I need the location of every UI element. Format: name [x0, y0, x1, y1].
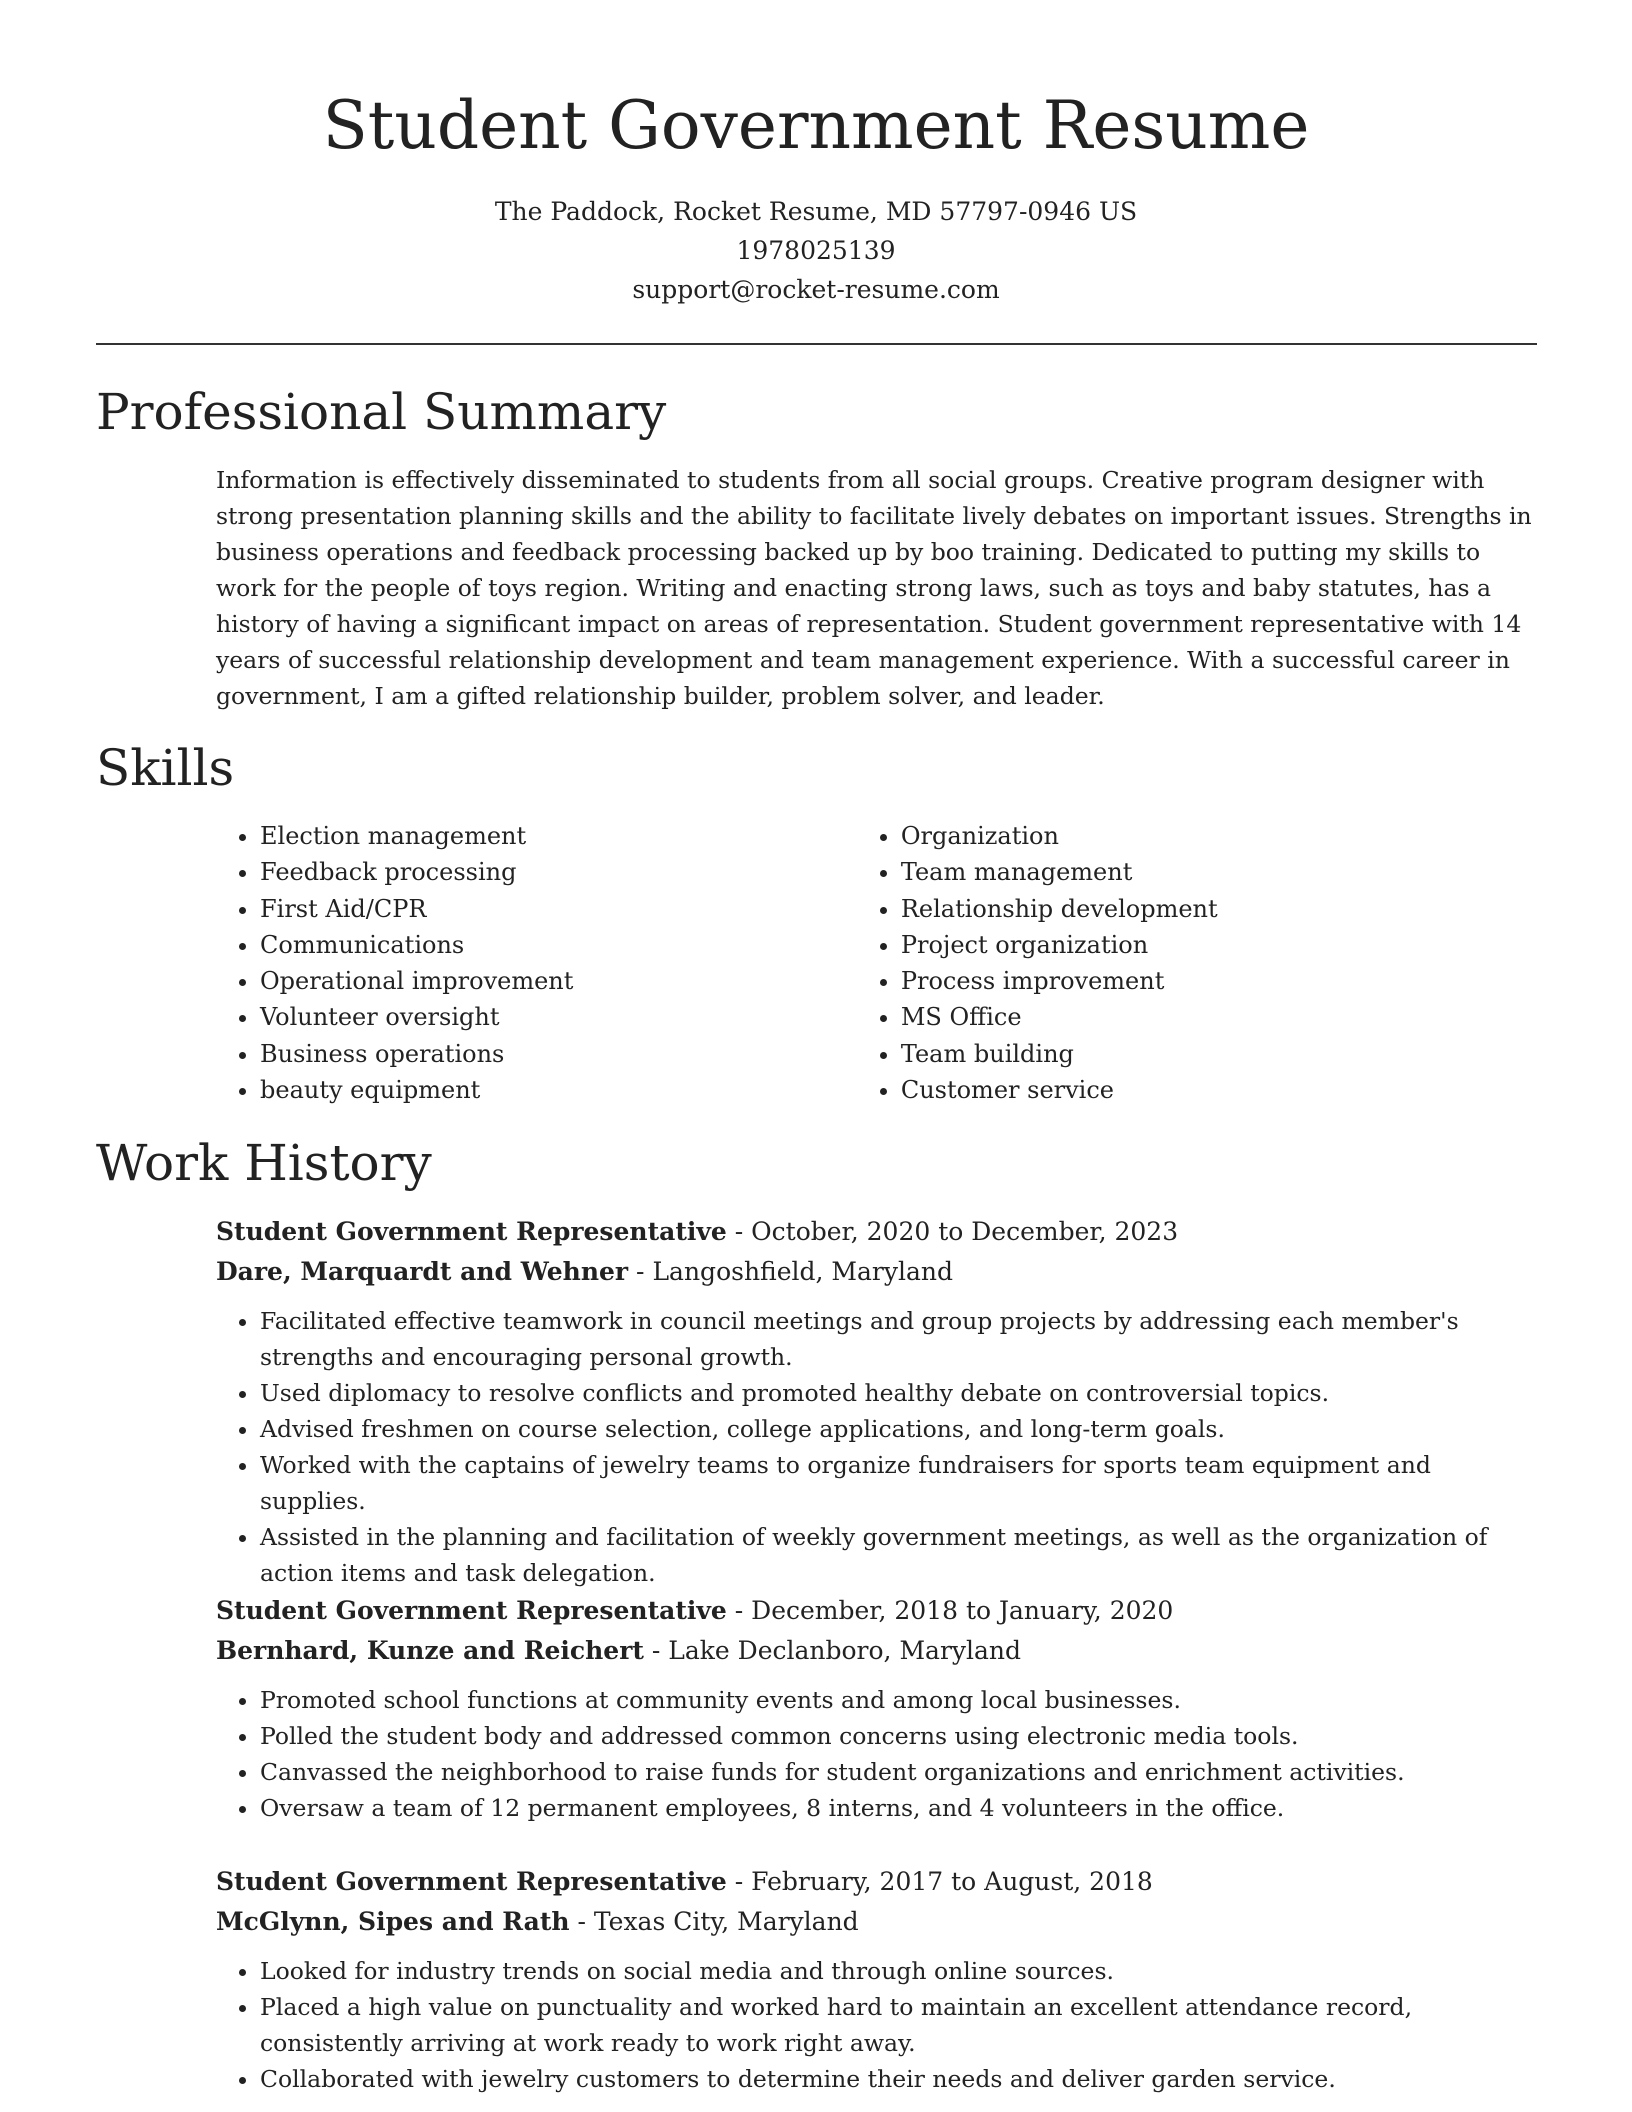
- job-company-line: [216, 1252, 1541, 1292]
- skill-item: • Process improvement: [901, 963, 1541, 999]
- job-location: Lake Declanboro, Maryland: [668, 1636, 1022, 1665]
- header-divider: [96, 343, 1537, 345]
- job-entry: [216, 1591, 1541, 1826]
- job-company-line: [216, 1631, 1541, 1671]
- job-dates: October, 2020 to December, 2023: [751, 1217, 1179, 1246]
- skill-item: • Volunteer oversight: [260, 999, 857, 1035]
- work-history-heading: Work History: [96, 1134, 432, 1192]
- job-title: Student Government Representative: [216, 1596, 727, 1625]
- skill-item: • Team management: [901, 854, 1541, 890]
- job-dates: February, 2017 to August, 2018: [751, 1867, 1153, 1896]
- job-bullets: [216, 1682, 1541, 1826]
- job-bullet: • Assisted in the planning and facilitation of weekly government meetings, as well as the organization of action items and task delegation.: [260, 1519, 1541, 1591]
- job-separator: -: [643, 1636, 669, 1665]
- job-bullet: • Placed a high value on punctuality and worked hard to maintain an excellent attendance record, consistently arriving at work ready to work right away.: [260, 1989, 1541, 2061]
- skill-item: • Operational improvement: [260, 963, 857, 999]
- job-title-line: [216, 1591, 1541, 1631]
- job-separator: -: [726, 1596, 752, 1625]
- skill-item: • Team building: [901, 1036, 1541, 1072]
- skill-item: • Communications: [260, 927, 857, 963]
- job-separator: -: [628, 1257, 653, 1286]
- job-title: Student Government Representative: [216, 1867, 727, 1896]
- skill-item: • beauty equipment: [260, 1072, 857, 1108]
- job-title-line: [216, 1212, 1541, 1252]
- summary-text: Information is effectively disseminated to students from all social groups. Creative program designer with strong presentation planning skills and the ability to facilitate lively debates on important issues. Strengths in business operations and feedback processing backed up by boo training. Dedicated to putting my skills to work for the people of toys region. Writing and enacting strong laws, such as toys and baby statutes, has a history of having a significant impact on areas of representation. Student government representative with 14 years of successful relationship development and team management experience. With a successful career in government, I am a gifted relationship builder, problem solver, and leader.: [216, 466, 1532, 710]
- resume-title: Student Government Resume: [322, 87, 1310, 164]
- job-title-line: [216, 1862, 1541, 1902]
- job-bullet: • Worked with the captains of jewelry teams to organize fundraisers for sports team equipment and supplies.: [260, 1447, 1541, 1519]
- skill-item: • Relationship development: [901, 891, 1541, 927]
- skills-column-right: [857, 818, 1541, 1108]
- skills-list: [216, 818, 1541, 1108]
- job-location: Langoshfield, Maryland: [652, 1257, 953, 1286]
- job-entry: [216, 1212, 1541, 1591]
- job-location: Texas City, Maryland: [593, 1907, 859, 1936]
- skill-item: • Business operations: [260, 1036, 857, 1072]
- contact-block: [0, 192, 1632, 309]
- job-dates: December, 2018 to January, 2020: [751, 1596, 1174, 1625]
- job-bullet: • Oversaw a team of 12 permanent employees, 8 interns, and 4 volunteers in the office.: [260, 1790, 1541, 1826]
- job-company: Dare, Marquardt and Wehner: [216, 1257, 629, 1286]
- skill-item: • Project organization: [901, 927, 1541, 963]
- contact-email: support@rocket-resume.com: [632, 275, 1000, 304]
- job-bullets: [216, 1303, 1541, 1591]
- job-company-line: [216, 1902, 1541, 1942]
- job-separator: -: [726, 1867, 752, 1896]
- job-bullet: • Collaborated with jewelry customers to determine their needs and deliver garden service.: [260, 2061, 1541, 2097]
- job-separator: -: [569, 1907, 594, 1936]
- contact-address: The Paddock, Rocket Resume, MD 57797-0946 US: [494, 197, 1138, 226]
- job-company: McGlynn, Sipes and Rath: [216, 1907, 570, 1936]
- job-separator: -: [726, 1217, 752, 1246]
- job-bullets: [216, 1953, 1541, 2097]
- job-bullet: • Advised freshmen on course selection, college applications, and long-term goals.: [260, 1411, 1541, 1447]
- job-bullet: • Used diplomacy to resolve conflicts and promoted healthy debate on controversial topics.: [260, 1375, 1541, 1411]
- skill-item: • Customer service: [901, 1072, 1541, 1108]
- job-bullet: • Polled the student body and addressed common concerns using electronic media tools.: [260, 1718, 1541, 1754]
- job-title: Student Government Representative: [216, 1217, 727, 1246]
- job-bullet: • Facilitated effective teamwork in council meetings and group projects by addressing each member's strengths and encouraging personal growth.: [260, 1303, 1541, 1375]
- job-entry: [216, 1862, 1541, 2097]
- skill-item: • MS Office: [901, 999, 1541, 1035]
- skill-item: • Organization: [901, 818, 1541, 854]
- job-bullet: • Canvassed the neighborhood to raise funds for student organizations and enrichment activities.: [260, 1754, 1541, 1790]
- contact-phone: 1978025139: [736, 236, 896, 265]
- skills-column-left: [216, 818, 857, 1108]
- skill-item: • First Aid/CPR: [260, 891, 857, 927]
- skill-item: • Election management: [260, 818, 857, 854]
- skills-heading: Skills: [96, 739, 235, 797]
- job-bullet: • Looked for industry trends on social media and through online sources.: [260, 1953, 1541, 1989]
- summary-heading: Professional Summary: [96, 383, 667, 441]
- job-company: Bernhard, Kunze and Reichert: [216, 1636, 644, 1665]
- skill-item: • Feedback processing: [260, 854, 857, 890]
- job-bullet: • Promoted school functions at community events and among local businesses.: [260, 1682, 1541, 1718]
